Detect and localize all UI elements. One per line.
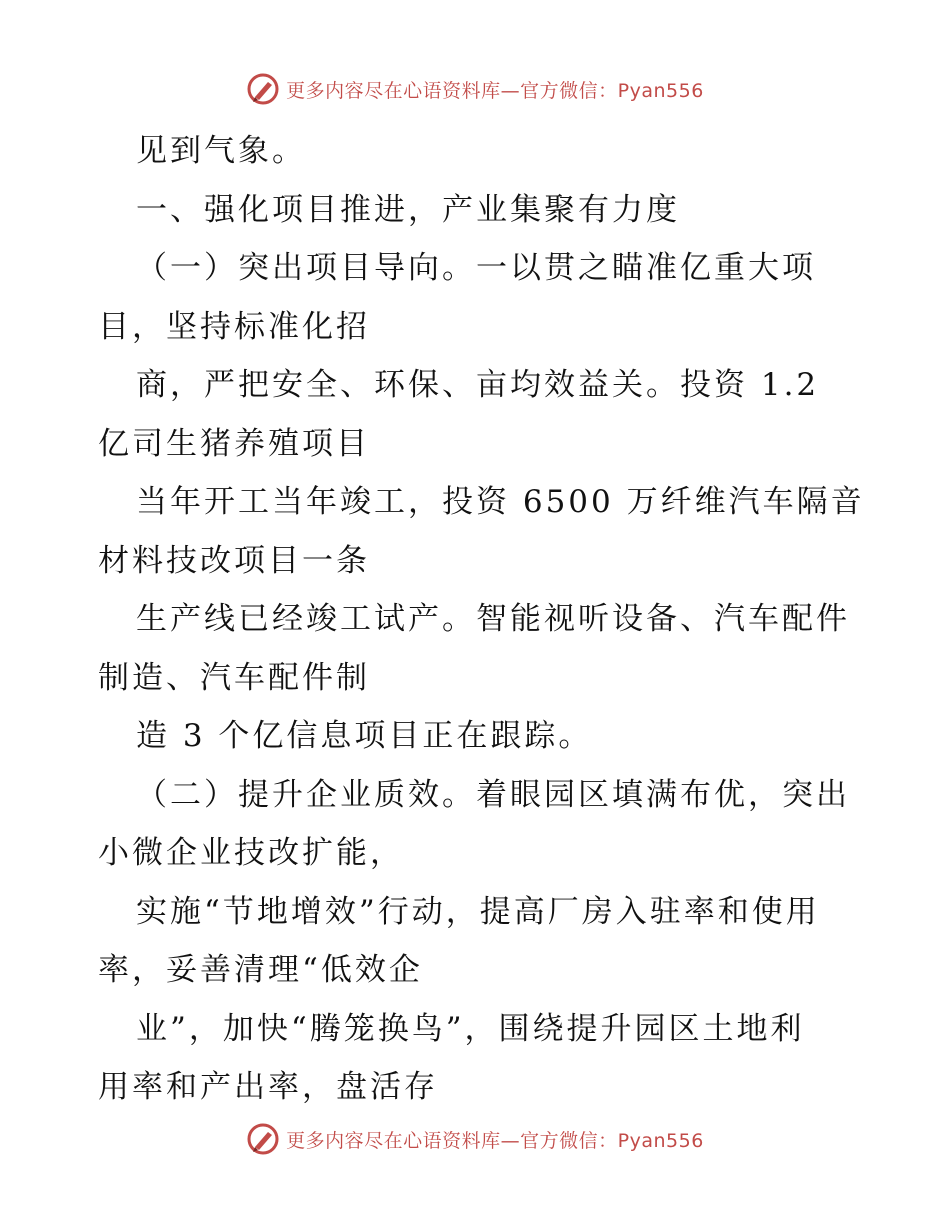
text-line: 小微企业技改扩能， [98, 835, 404, 871]
pen-logo-icon [246, 1122, 280, 1156]
watermark-text: 更多内容尽在心语资料库—官方微信：Pyan556 [286, 79, 704, 102]
text-line: 造 3 个亿信息项目正在跟踪。 [136, 718, 593, 754]
text-line: 亿司生猪养殖项目 [98, 425, 370, 462]
text-line: 制造、汽车配件制 [98, 659, 370, 696]
pen-logo-icon [246, 72, 280, 106]
text-line: 商，严把安全、环保、亩均效益关。投资 1.2 [136, 367, 820, 403]
text-line: 材料技改项目一条 [98, 542, 370, 579]
text-line: 用率和产出率，盘活存 [98, 1069, 438, 1105]
text-line: 目，坚持标准化招 [98, 308, 370, 345]
text-line: 见到气象。 [136, 133, 306, 169]
text-line: 业”，加快“腾笼换鸟”，围绕提升园区土地利 [136, 1010, 805, 1047]
text-line: 生产线已经竣工试产。智能视听设备、汽车配件 [136, 601, 850, 637]
text-line: （一）突出项目导向。一以贯之瞄准亿重大项 [136, 250, 816, 286]
text-line: 率，妥善清理“低效企 [98, 952, 423, 988]
section-heading: 一、强化项目推进，产业集聚有力度 [136, 191, 680, 228]
document-body [98, 122, 865, 1117]
text-line: （二）提升企业质效。着眼园区填满布优，突出 [136, 776, 850, 813]
header-watermark [0, 72, 950, 106]
footer-watermark [0, 1122, 950, 1156]
watermark-text: 更多内容尽在心语资料库—官方微信：Pyan556 [286, 1129, 704, 1152]
text-line: 实施“节地增效”行动，提高厂房入驻率和使用 [136, 893, 820, 930]
text-line: 当年开工当年竣工，投资 6500 万纤维汽车隔音 [136, 484, 865, 520]
